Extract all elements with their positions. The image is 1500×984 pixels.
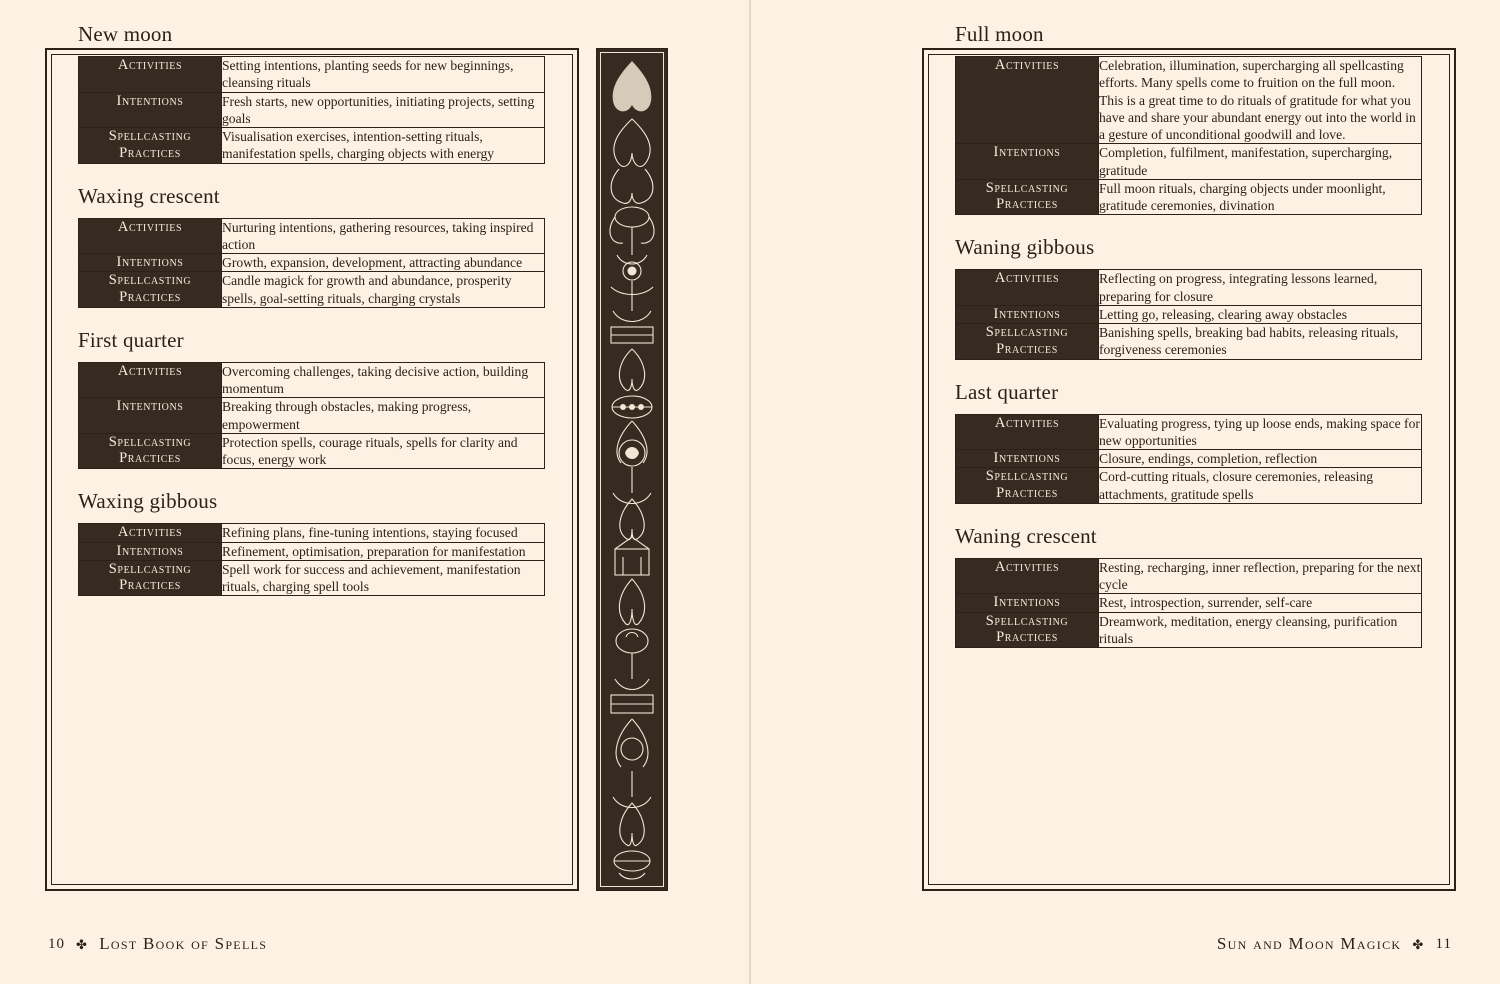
row-label-line1: Spellcasting — [108, 272, 192, 289]
table-row — [79, 560, 545, 596]
moon-phase-table — [955, 269, 1422, 359]
table-row — [79, 524, 545, 542]
row-label-line1: Spellcasting — [108, 433, 192, 450]
row-value-intentions: Letting go, releasing, clearing away obstacles — [1099, 305, 1422, 323]
running-head-right: Sun and Moon Magick — [1216, 934, 1402, 953]
table-row — [79, 254, 545, 272]
row-label-line2: Practices — [996, 196, 1058, 213]
row-label-activities: Activities — [79, 524, 222, 542]
table-row — [956, 324, 1422, 360]
row-value-spellcasting-practices: Dreamwork, meditation, energy cleansing, purification rituals — [1099, 612, 1422, 648]
table-row — [956, 414, 1422, 450]
row-value-intentions: Completion, fulfilment, manifestation, supercharging, gratitude — [1099, 144, 1422, 180]
table-row — [79, 92, 545, 128]
row-value-intentions: Fresh starts, new opportunities, initiating projects, setting goals — [222, 92, 545, 128]
moon-phase-block — [955, 524, 1425, 648]
table-row — [956, 144, 1422, 180]
left-page-content — [78, 22, 548, 962]
row-label-line2: Practices — [119, 450, 181, 467]
row-label-intentions: Intentions — [79, 542, 222, 560]
moon-phase-block — [78, 22, 548, 164]
table-row — [956, 270, 1422, 306]
row-label-activities: Activities — [79, 218, 222, 254]
table-row — [79, 272, 545, 308]
table-row — [79, 218, 545, 254]
table-row — [956, 558, 1422, 594]
right-page-content — [955, 22, 1425, 962]
row-label-intentions: Intentions — [956, 144, 1099, 180]
moon-phase-table — [78, 523, 545, 596]
row-label-spellcasting-practices — [956, 468, 1099, 504]
moon-phase-table — [955, 558, 1422, 648]
row-label-line2: Practices — [996, 340, 1058, 357]
moon-phase-block — [955, 22, 1425, 215]
moon-phase-heading: Waning gibbous — [955, 235, 1095, 260]
moon-phase-heading: First quarter — [78, 327, 184, 352]
moon-phase-table — [78, 218, 545, 308]
row-value-intentions: Growth, expansion, development, attracting abundance — [222, 254, 545, 272]
row-label-line2: Practices — [996, 484, 1058, 501]
folio-number-right: 11 — [1435, 935, 1452, 952]
table-row — [79, 542, 545, 560]
moon-phase-heading: Waxing gibbous — [78, 489, 218, 514]
row-label-intentions: Intentions — [79, 254, 222, 272]
decorative-border-strip-left — [596, 48, 668, 891]
row-label-line2: Practices — [119, 288, 181, 305]
moon-phase-heading: Last quarter — [955, 379, 1059, 404]
row-value-activities: Setting intentions, planting seeds for new beginnings, cleansing rituals — [222, 57, 545, 93]
moon-phase-table — [955, 56, 1422, 215]
table-row — [956, 57, 1422, 144]
row-label-spellcasting-practices — [956, 179, 1099, 215]
moon-phase-table — [78, 56, 545, 164]
row-value-activities: Reflecting on progress, integrating lessons learned, preparing for closure — [1099, 270, 1422, 306]
row-label-line2: Practices — [996, 629, 1058, 646]
row-label-line1: Spellcasting — [985, 612, 1069, 629]
table-row — [956, 179, 1422, 215]
row-label-spellcasting-practices — [956, 324, 1099, 360]
row-label-activities: Activities — [956, 270, 1099, 306]
right-page — [750, 0, 1500, 984]
moon-phase-table — [955, 414, 1422, 504]
moon-phase-heading: Full moon — [955, 22, 1044, 46]
row-label-intentions: Intentions — [79, 398, 222, 434]
moon-phase-heading: Waning crescent — [955, 523, 1097, 548]
moon-phase-block — [78, 489, 548, 596]
right-page-footer — [1217, 934, 1452, 954]
table-row — [79, 57, 545, 93]
row-label-intentions: Intentions — [956, 594, 1099, 612]
table-row — [956, 594, 1422, 612]
moon-phase-heading: New moon — [78, 22, 173, 46]
row-label-line1: Spellcasting — [108, 128, 192, 144]
ornament-icon-left: ✤ — [76, 936, 89, 952]
row-value-intentions: Breaking through obstacles, making progress, empowerment — [222, 398, 545, 434]
row-value-activities: Overcoming challenges, taking decisive action, building momentum — [222, 362, 545, 398]
row-label-spellcasting-practices — [956, 612, 1099, 648]
row-label-intentions: Intentions — [79, 92, 222, 128]
row-value-spellcasting-practices: Protection spells, courage rituals, spells for clarity and focus, energy work — [222, 433, 545, 469]
row-label-spellcasting-practices — [79, 128, 222, 164]
row-value-activities: Nurturing intentions, gathering resources, taking inspired action — [222, 218, 545, 254]
table-row — [956, 450, 1422, 468]
row-label-intentions: Intentions — [956, 305, 1099, 323]
left-page-footer — [48, 934, 267, 954]
row-label-line2: Practices — [119, 144, 181, 161]
row-label-intentions: Intentions — [956, 450, 1099, 468]
table-row — [79, 433, 545, 469]
row-value-activities: Celebration, illumination, supercharging all spellcasting efforts. Many spells come to fruition on the full moon. This is a great time to do rituals of gratitude for what you have and share your abundant energy out into the world in a gesture of unconditional goodwill and love. — [1099, 57, 1422, 144]
table-row — [956, 468, 1422, 504]
row-label-activities: Activities — [79, 57, 222, 93]
moon-phase-heading: Waxing crescent — [78, 183, 220, 208]
row-value-activities: Evaluating progress, tying up loose ends, making space for new opportunities — [1099, 415, 1420, 448]
row-label-line1: Spellcasting — [985, 324, 1069, 340]
row-value-spellcasting-practices: Banishing spells, breaking bad habits, releasing rituals, forgiveness ceremonies — [1099, 324, 1422, 360]
moon-phase-table — [78, 362, 545, 470]
row-label-spellcasting-practices — [79, 433, 222, 469]
row-value-intentions: Refinement, optimisation, preparation for manifestation — [222, 542, 545, 560]
row-label-activities: Activities — [956, 57, 1099, 144]
row-label-activities: Activities — [956, 558, 1099, 594]
row-value-activities: Refining plans, fine-tuning intentions, staying focused — [222, 524, 545, 542]
row-label-spellcasting-practices — [79, 560, 222, 596]
ornament-icon-right: ✤ — [1412, 936, 1425, 952]
moon-phase-block — [78, 328, 548, 470]
row-value-spellcasting-practices: Cord-cutting rituals, closure ceremonies, releasing attachments, gratitude spells — [1099, 468, 1422, 504]
moon-phase-block — [955, 380, 1425, 504]
row-label-line1: Spellcasting — [108, 560, 192, 577]
row-label-line1: Spellcasting — [985, 468, 1069, 485]
moon-phase-block — [78, 184, 548, 308]
row-value-spellcasting-practices: Full moon rituals, charging objects under moonlight, gratitude ceremonies, divination — [1099, 179, 1422, 215]
running-head-left: Lost Book of Spells — [99, 934, 268, 953]
row-label-activities: Activities — [79, 362, 222, 398]
row-label-line1: Spellcasting — [985, 179, 1069, 196]
table-row — [956, 305, 1422, 323]
row-label-spellcasting-practices — [79, 272, 222, 308]
row-value-spellcasting-practices: Spell work for success and achievement, manifestation rituals, charging spell tools — [222, 560, 545, 596]
row-value-spellcasting-practices: Visualisation exercises, intention-setting rituals, manifestation spells, charging objects with energy — [222, 128, 545, 164]
row-value-intentions: Rest, introspection, surrender, self-care — [1099, 594, 1422, 612]
folio-number-left: 10 — [48, 935, 65, 952]
table-row — [79, 398, 545, 434]
row-value-intentions: Closure, endings, completion, reflection — [1099, 450, 1422, 468]
row-value-spellcasting-practices: Candle magick for growth and abundance, prosperity spells, goal-setting rituals, charging crystals — [222, 272, 545, 308]
row-label-activities: Activities — [956, 414, 1099, 450]
table-row — [79, 128, 545, 164]
moon-phase-block — [955, 235, 1425, 359]
row-label-line2: Practices — [119, 577, 181, 594]
table-row — [956, 612, 1422, 648]
book-gutter — [749, 0, 751, 984]
row-value-activities: Resting, recharging, inner reflection, preparing for the next cycle — [1099, 559, 1421, 592]
table-row — [79, 362, 545, 398]
